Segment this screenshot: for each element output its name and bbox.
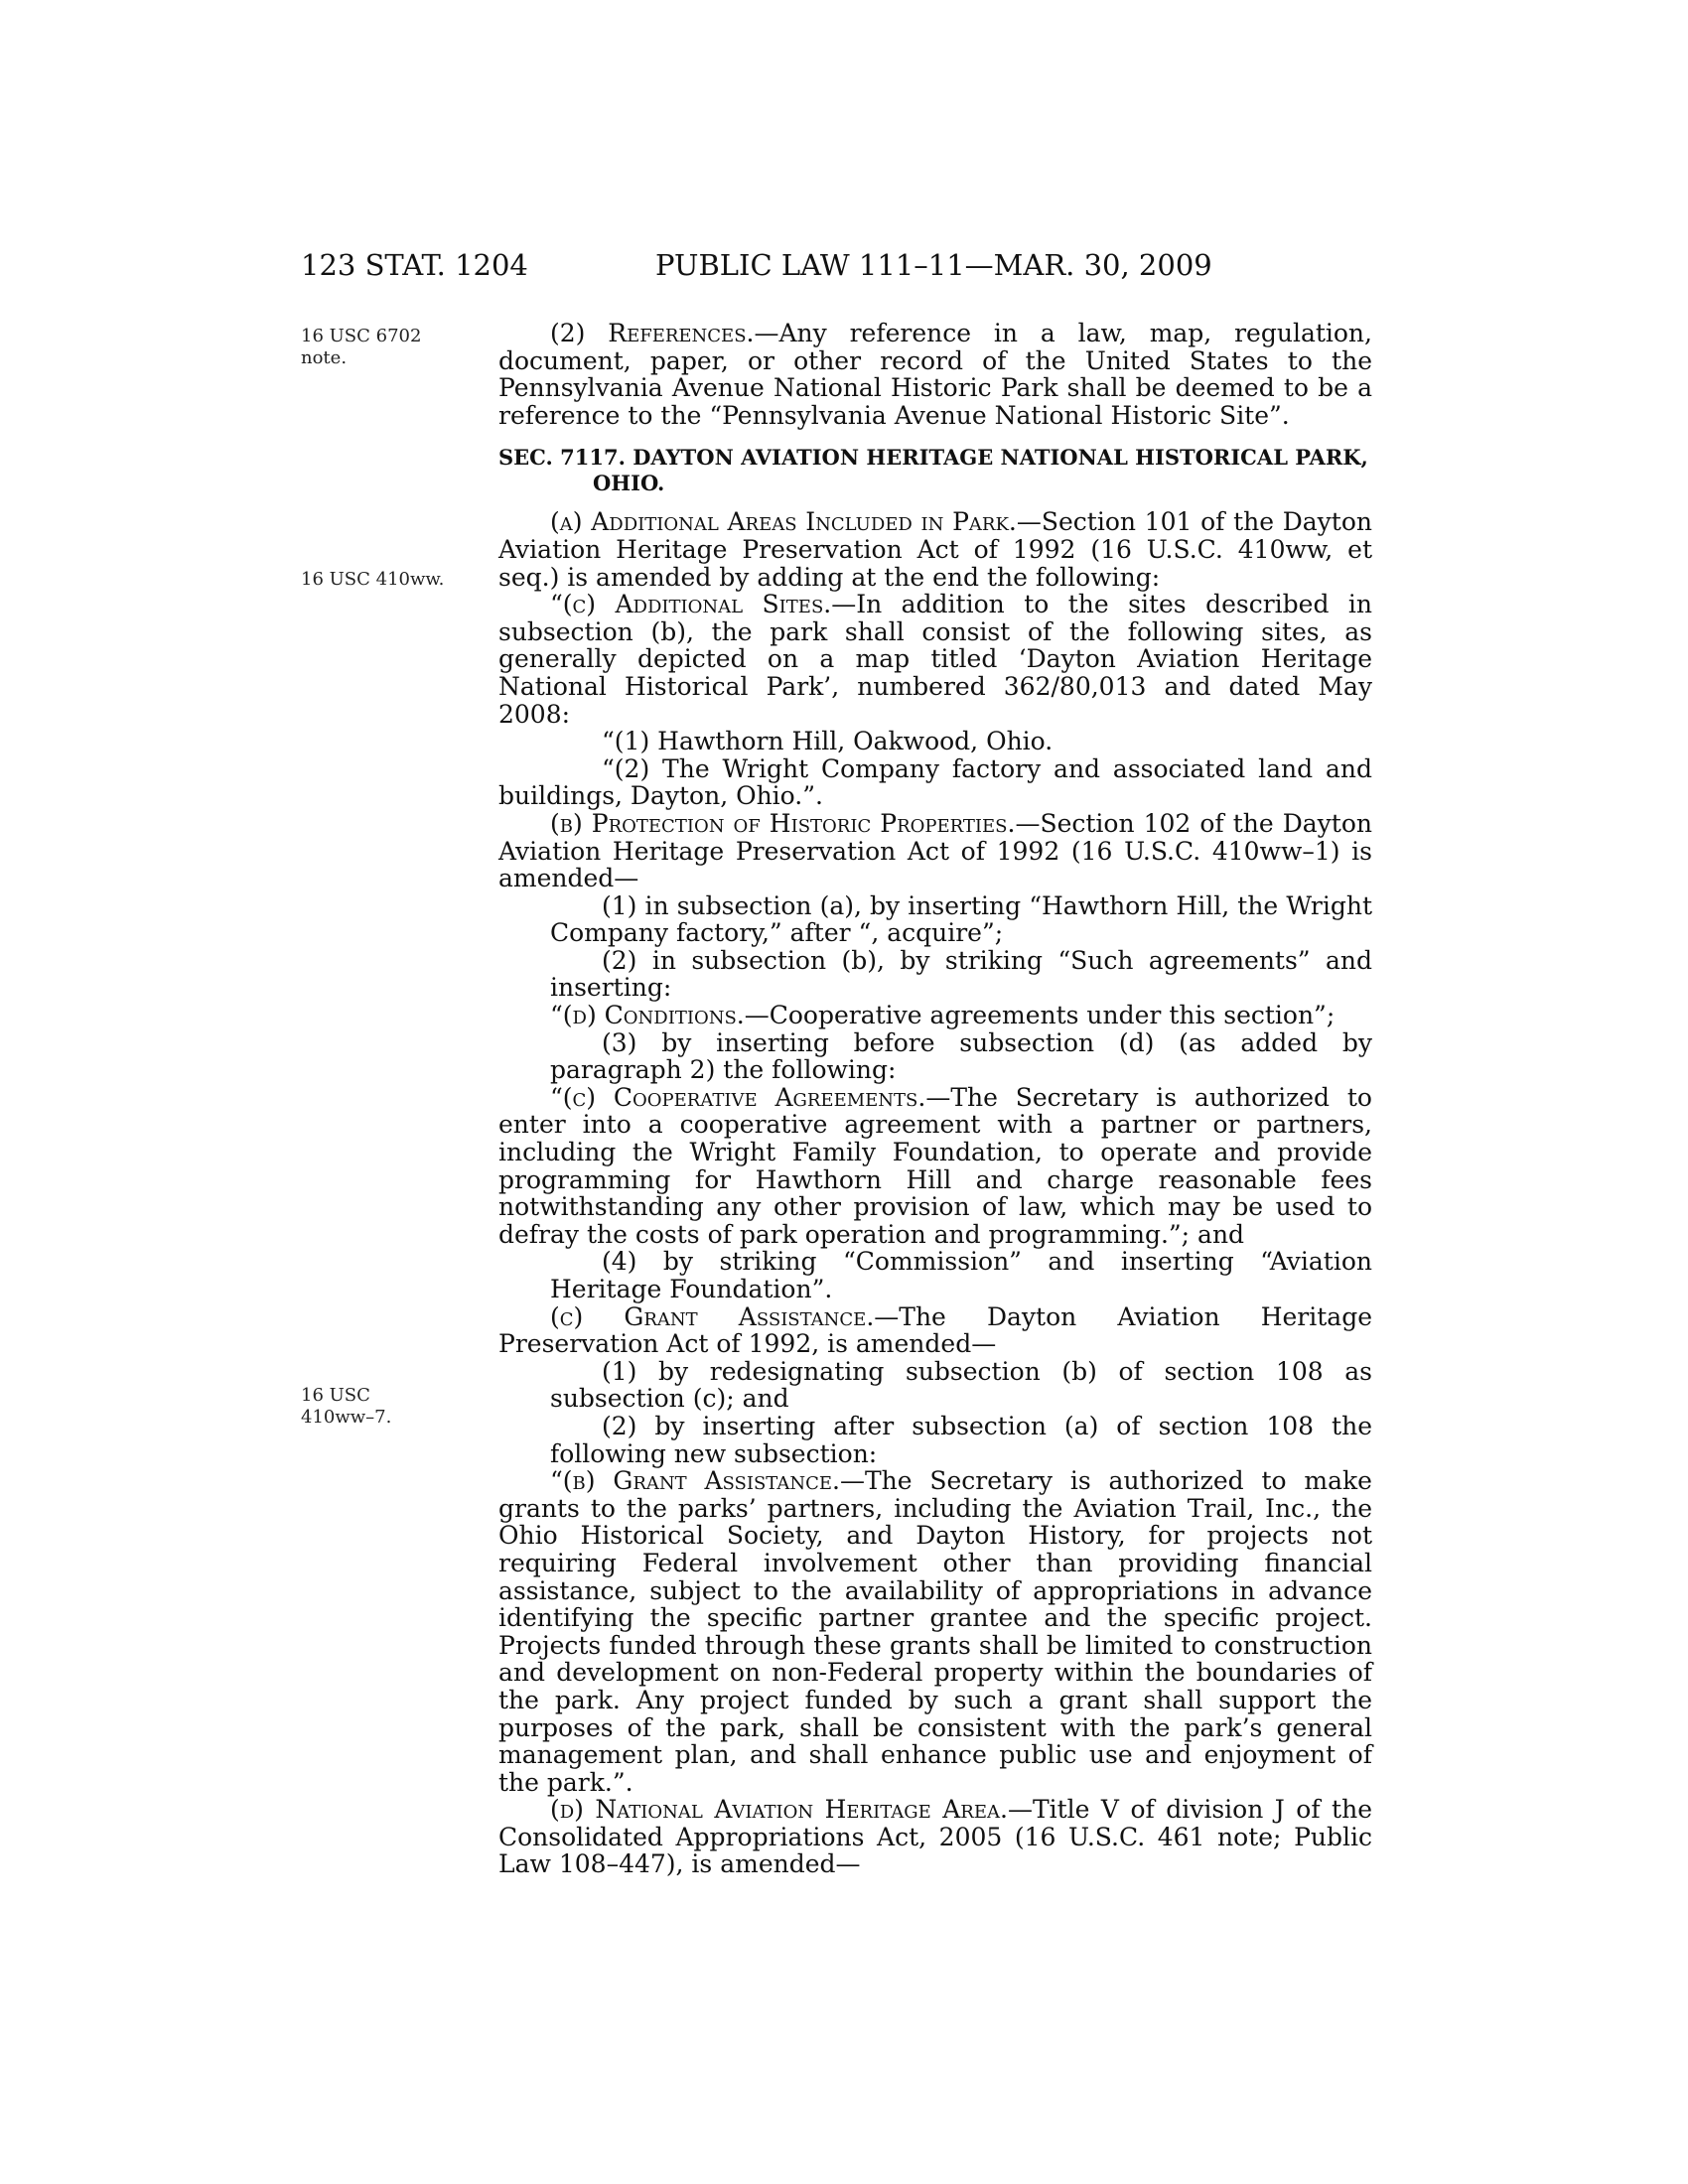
margin-note-line: 16 USC <box>301 1385 370 1406</box>
heading-grant-assistance-quoted: “(b) Grant Assistance. <box>550 1466 840 1496</box>
quoted-subsection-c-sites <box>498 591 1372 728</box>
section-heading: SEC. 7117. DAYTON AVIATION HERITAGE NATIONAL HISTORICAL PARK, OHIO. <box>498 445 1368 496</box>
paragraph-text: —Section 101 of the Dayton Aviation Heritage Preservation Act of 1992 (16 U.S.C. 410ww, et seq.) is amended by adding at the end the following: <box>498 507 1373 592</box>
heading-grant-assistance: (c) Grant Assistance. <box>550 1301 875 1331</box>
heading-cooperative-agreements: “(c) Cooperative Agreements. <box>550 1082 926 1112</box>
heading-protection: (b) Protection of Historic Properties. <box>550 808 1016 838</box>
quoted-subsection-grant <box>498 1467 1372 1796</box>
heading-additional-areas: (a) Additional Areas Included in Park. <box>550 507 1017 537</box>
heading-conditions: “(d) Conditions. <box>550 1001 745 1030</box>
paragraph-text: —The Secretary is authorized to make grants to the parks’ partners, including the Aviation Trail, Inc., the Ohio Historical Society, and Dayton History, for projects not requiring Federal involvement other than providing financial assistance, subject to the availability of appropriations in advance identifying the specific partner grantee and the specific project. Projects funded through these grants shall be limited to construction and development on non-Federal property within the boundaries of the park. Any project funded by such a grant shall support the purposes of the park, shall be consistent with the park’s general management plan, and shall enhance public use and enjoyment of the park.”. <box>498 1466 1372 1797</box>
heading-additional-sites: “(c) Additional Sites. <box>550 590 832 619</box>
heading-national-aviation: (d) National Aviation Heritage Area. <box>550 1795 1008 1825</box>
paragraph-references <box>498 320 1372 429</box>
paragraph-text: —The Secretary is authorized to enter into a cooperative agreement with a partner or partners, including the Wright Family Foundation, to operate and provide programming for Hawthorn Hill and charge reasonable fees notwithstanding any other provision of law, which may be used to defray the costs of park operation and programming.”; and <box>498 1082 1372 1249</box>
site-1: “(1) Hawthorn Hill, Oakwood, Ohio. <box>602 727 1054 756</box>
paragraph-b3: (3) by inserting before subsection (d) (as added by paragraph 2) the following: <box>550 1027 1372 1085</box>
margin-note-usc-410ww-7 <box>301 1385 391 1429</box>
paragraph-text: —The Dayton Aviation Heritage Preservation Act of 1992, is amended— <box>498 1301 1373 1359</box>
paragraph-b1: (1) in subsection (a), by inserting “Hawthorn Hill, the Wright Company factory,” after “, acquire”; <box>550 890 1372 948</box>
heading-references: (2) References. <box>550 319 755 347</box>
subsection-c <box>498 1303 1372 1358</box>
subsection-a <box>498 508 1372 591</box>
site-2: “(2) The Wright Company factory and associated land and buildings, Dayton, Ohio.”. <box>498 753 1372 811</box>
paragraph-b2: (2) in subsection (b), by striking “Such agreements” and inserting: <box>550 945 1372 1003</box>
paragraph-text: —Any reference in a law, map, regulation, document, paper, or other record of the United States to the Pennsylvania Avenue National Historic Park shall be deemed to be a reference to the “Pennsylvania Avenue National Historic Site”. <box>498 319 1372 430</box>
public-law-title: PUBLIC LAW 111–11—MAR. 30, 2009 <box>655 248 1212 282</box>
document-body <box>498 320 1372 1878</box>
paragraph-b4: (4) by striking “Commission” and inserting “Aviation Heritage Foundation”. <box>550 1247 1372 1303</box>
margin-note-line: note. <box>301 347 348 368</box>
paragraph-text: —Section 102 of the Dayton Aviation Heritage Preservation Act of 1992 (16 U.S.C. 410ww–1) is amended— <box>498 808 1372 893</box>
margin-note-usc-410ww <box>301 569 444 591</box>
paragraph-text: —Title V of division J of the Consolidated Appropriations Act, 2005 (16 U.S.C. 461 note; Public Law 108–447), is amended— <box>498 1795 1372 1879</box>
subsection-d <box>498 1796 1372 1878</box>
margin-note-line: 410ww–7. <box>301 1407 392 1428</box>
quoted-subsection-d <box>498 1002 1372 1029</box>
statute-citation: 123 STAT. 1204 <box>301 248 528 282</box>
paragraph-text: —In addition to the sites described in subsection (b), the park shall consist of the following sites, as generally depicted on a map titled ‘Dayton Aviation Heritage National Historical Park’, numbered 362/80,013 and dated May 2008: <box>498 590 1372 729</box>
page-header <box>301 248 1373 288</box>
quoted-subsection-cooperative <box>498 1084 1372 1249</box>
subsection-b <box>498 810 1372 892</box>
margin-note-usc-6702 <box>301 326 421 369</box>
paragraph-c1: (1) by redesignating subsection (b) of section 108 as subsection (c); and <box>550 1356 1372 1414</box>
paragraph-text: —Cooperative agreements under this section”; <box>744 1001 1336 1030</box>
margin-note-line: 16 USC 6702 <box>301 326 422 346</box>
paragraph-c2: (2) by inserting after subsection (a) of section 108 the following new subsection: <box>550 1411 1372 1468</box>
margin-note-line: 16 USC 410ww. <box>301 569 445 590</box>
